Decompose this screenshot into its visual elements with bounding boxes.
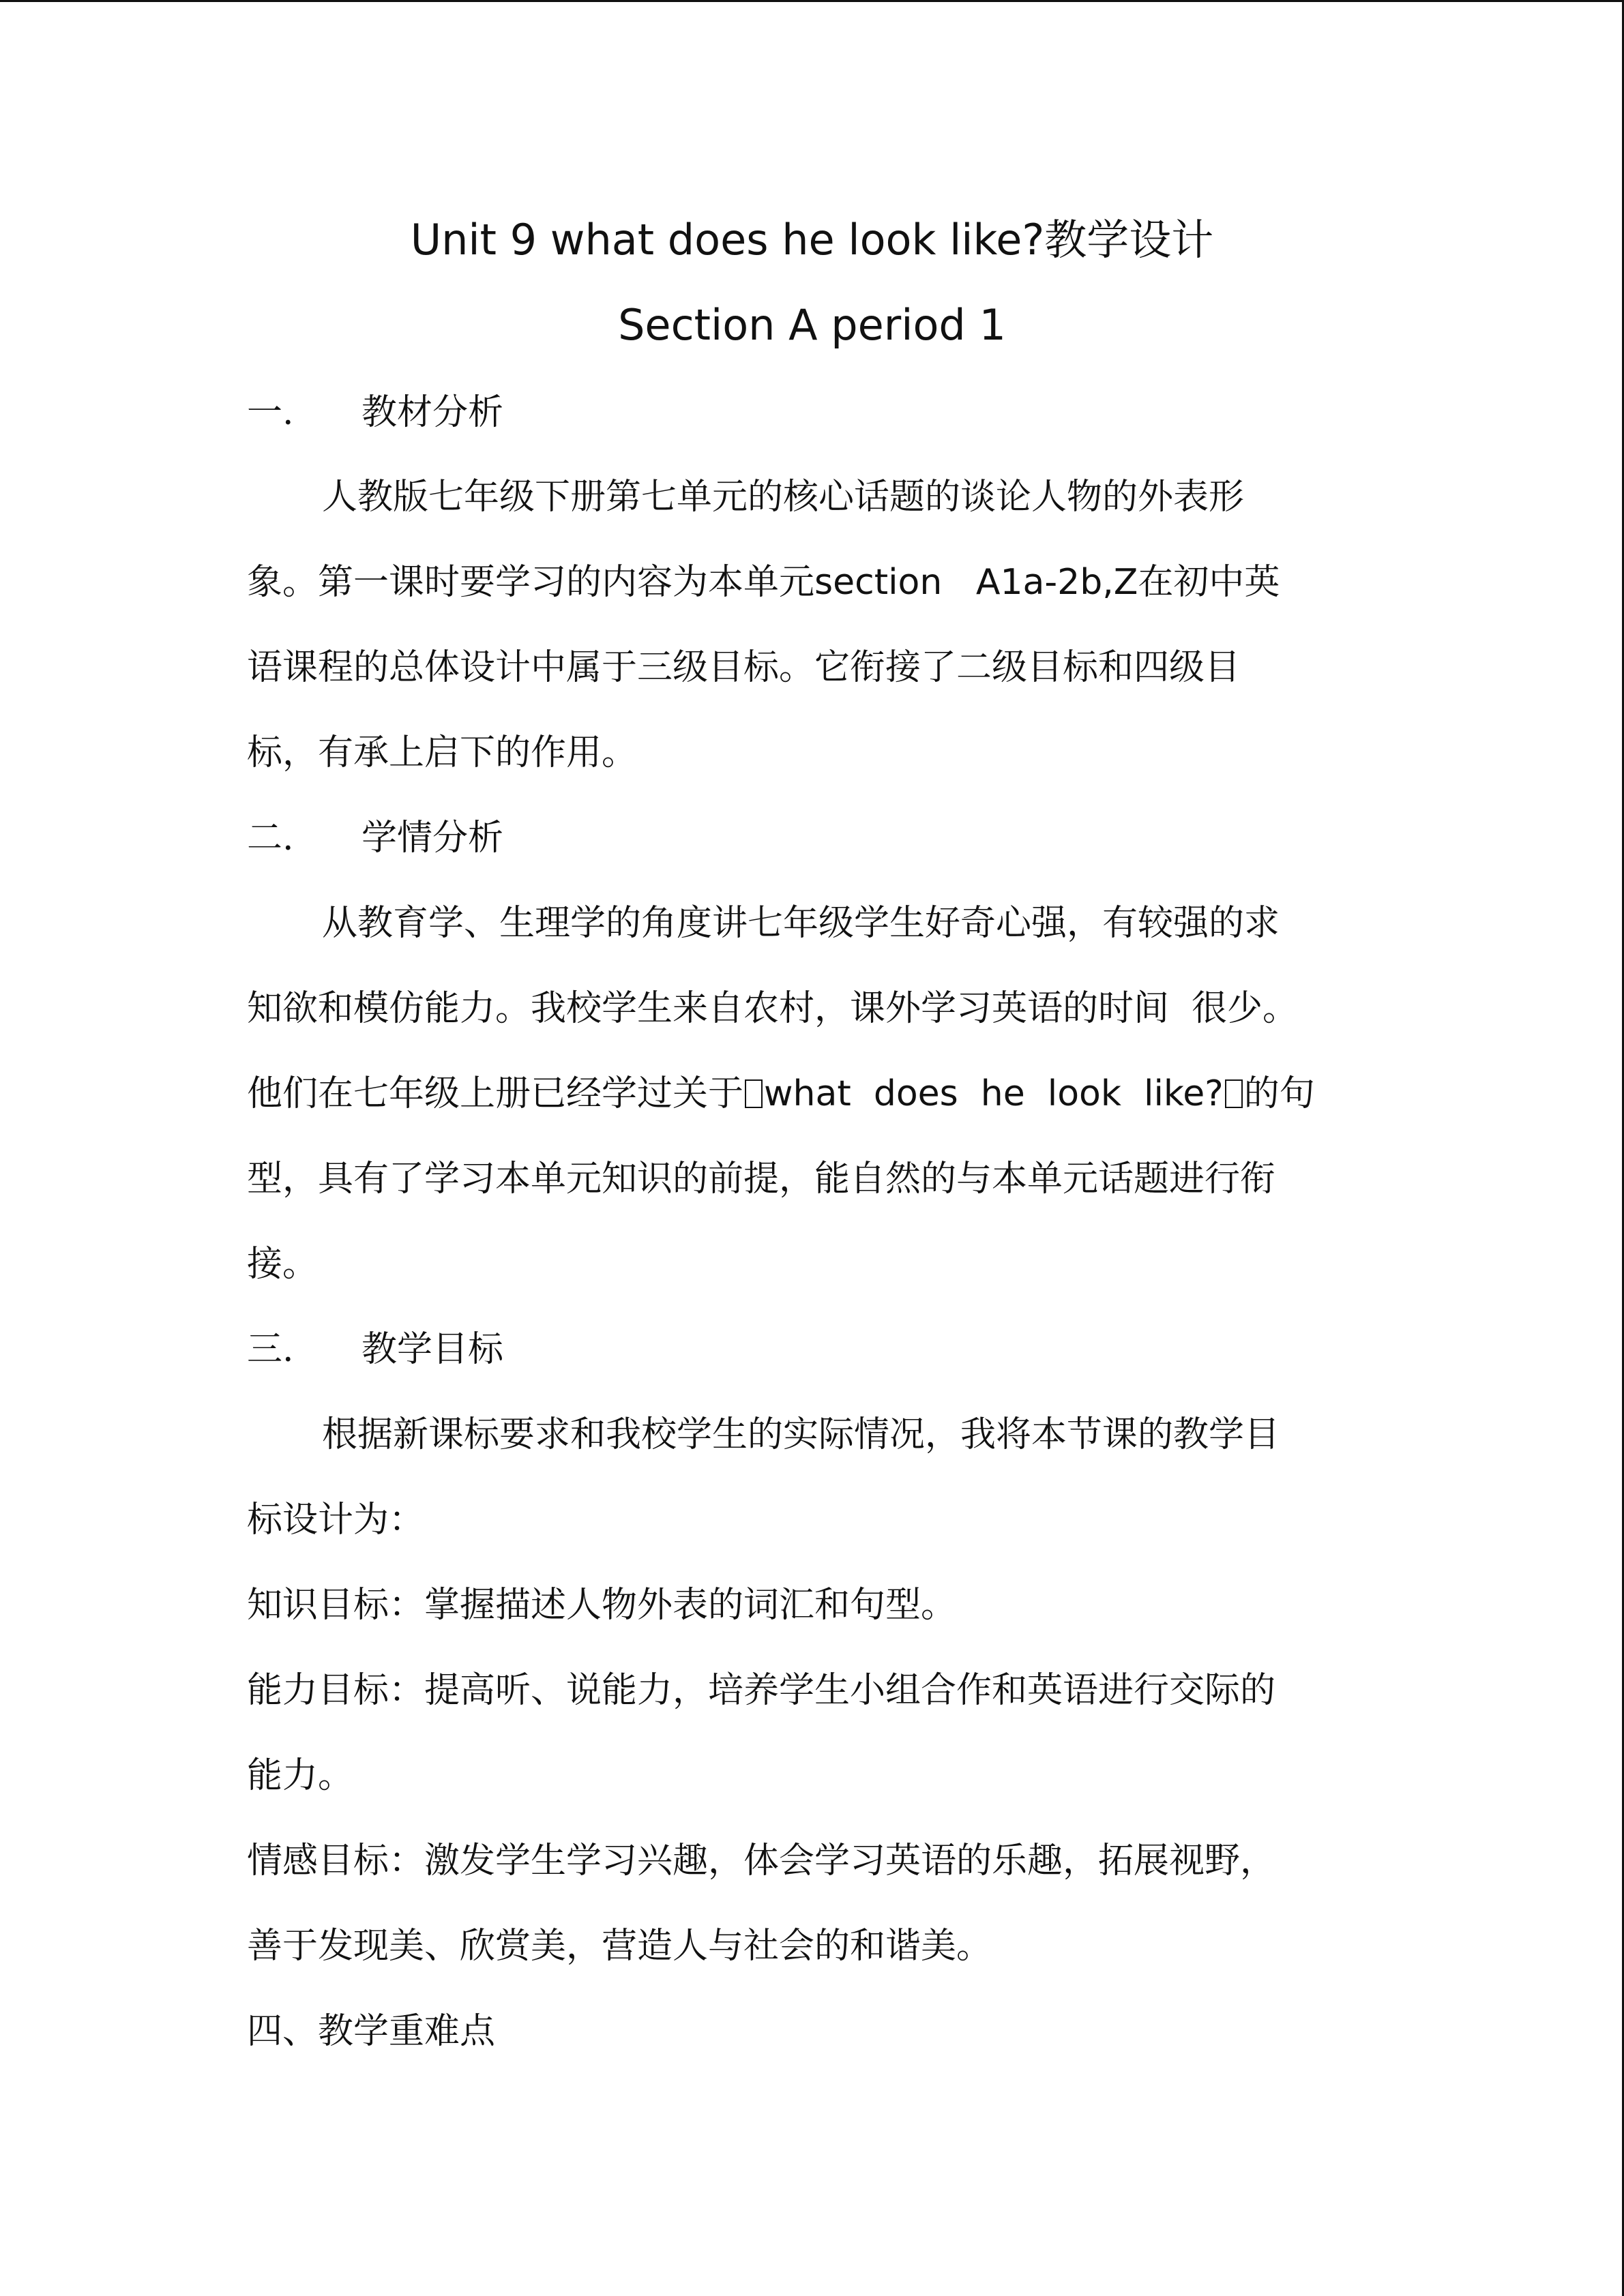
text-run: 的句 (1243, 1073, 1315, 1114)
text-run-latin: section A1a-2b,Z (814, 562, 1138, 603)
paragraph-line: 语课程的总体设计中属于三级目标。它衔接了二级目标和四级目 (247, 647, 1241, 688)
text-run: 象。第一课时要学习的内容为本单元 (247, 562, 815, 603)
paragraph-line (247, 562, 1280, 603)
missing-glyph-box (745, 1079, 763, 1108)
paragraph-line: 从教育学、生理学的角度讲七年级学生好奇心强，有较强的求 (322, 903, 1280, 944)
section-heading-4: 四、教学重难点 (247, 2011, 496, 2052)
section-number: 一. (247, 392, 294, 433)
text-run: 他们在七年级上册已经学过关于 (247, 1073, 744, 1114)
section-heading-3 (247, 1329, 504, 1370)
paragraph-line: 知欲和模仿能力。我校学生来自农村，课外学习英语的时间 很少。 (247, 988, 1299, 1029)
paragraph-line: 能力目标：提高听、说能力，培养学生小组合作和英语进行交际的 (247, 1670, 1276, 1711)
section-heading-text: 学情分析 (361, 818, 504, 859)
document-subtitle: Section A period 1 (618, 300, 1006, 350)
paragraph-line: 接。 (247, 1244, 319, 1285)
paragraph-line: 根据新课标要求和我校学生的实际情况，我将本节课的教学目 (322, 1414, 1280, 1455)
paragraph-line: 人教版七年级下册第七单元的核心话题的谈论人物的外表形 (322, 477, 1245, 518)
missing-glyph-box (1225, 1079, 1243, 1108)
document-title: Unit 9 what does he look like?教学设计 (410, 215, 1214, 265)
paragraph-line: 标，有承上启下的作用。 (247, 732, 638, 773)
section-number: 三. (247, 1329, 294, 1370)
paragraph-line: 标设计为： (247, 1500, 425, 1540)
paragraph-line: 能力。 (247, 1755, 354, 1796)
section-number: 二. (247, 818, 294, 859)
paragraph-line: 知识目标：掌握描述人物外表的词汇和句型。 (247, 1585, 957, 1626)
text-run-latin: what does he look like? (764, 1073, 1224, 1114)
paragraph-line: 善于发现美、欣赏美，营造人与社会的和谐美。 (247, 1926, 992, 1967)
section-heading-1 (247, 392, 504, 433)
paragraph-line: 情感目标：激发学生学习兴趣，体会学习英语的乐趣，拓展视野， (247, 1840, 1276, 1881)
section-heading-2 (247, 818, 504, 859)
section-heading-text: 教学目标 (361, 1329, 504, 1370)
paragraph-line (247, 1073, 1315, 1114)
paragraph-line: 型，具有了学习本单元知识的前提，能自然的与本单元话题进行衔 (247, 1159, 1276, 1199)
text-run: 在初中英 (1138, 562, 1280, 603)
section-heading-text: 教材分析 (361, 392, 504, 433)
